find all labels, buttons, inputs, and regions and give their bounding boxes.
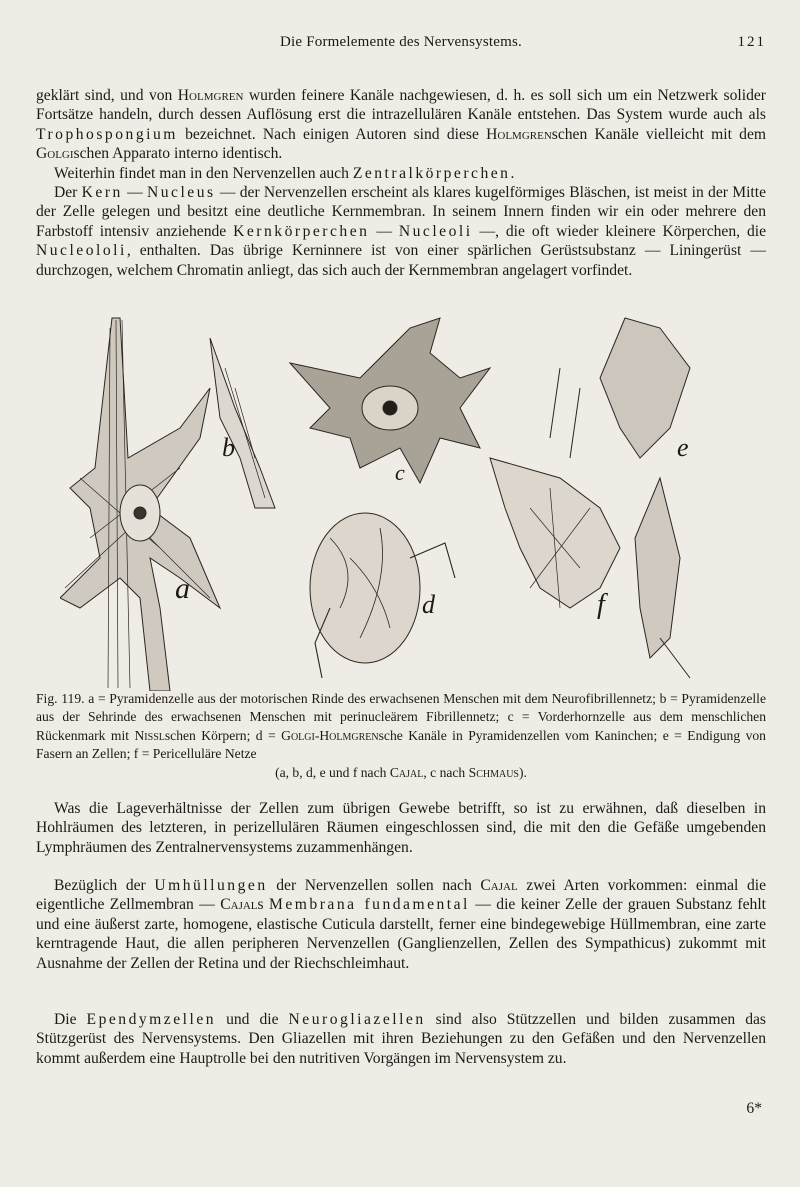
text: , enthalten. Das übrige Kerninnere ist von einer spärlichen Gerüstsubstanz — Liningerüst — durchzogen, welchem Chromatin anliegt, das sich auch der Kernmembran angelagert vorfindet.: [36, 242, 766, 279]
text: sche Kanäle in Pyramidenzellen vom Kaninchen; e = Endigung von Fasern an Zellen; f = Pericelluläre Netze: [36, 727, 766, 762]
text: Der: [54, 184, 82, 201]
text: ).: [519, 764, 527, 780]
figure-label-e: e: [677, 433, 689, 462]
text: — der Nervenzellen erscheint als klares kugelförmiges Bläschen, ist meist in der Mitte der Zelle gelegen und besitzt eine deutliche Kernmembran. In seinem Innern finden wir ein oder mehrere den Farbstoff intensiv anziehende: [36, 184, 767, 240]
text: zwei Arten vorkommen: einmal die eigentliche Zellmembran —: [36, 877, 766, 914]
cell-a-drawing: [60, 318, 220, 691]
text: wurden feinere Kanäle nachgewiesen, d. h. es soll sich um ein Netzwerk solider Fortsätze handeln, durch dessen Auflösung erst die intrazellulären Kanäle entstehen. Das System wurde auch als: [36, 87, 766, 124]
cell-e-f-drawing: [490, 318, 690, 678]
text: schen Kanäle vielleicht mit dem: [551, 125, 766, 143]
text: sind also Stützzellen und bilden zusammen das Stützgerüst des Nervensystems. Den Gliazellen mit ihren Beziehungen zu den Gefäßen und den Nervenzellen kommt außerdem eine Hauptrolle bei den nutritiven Vorgängen im Nervensystem zu.: [36, 1011, 766, 1067]
spaced-term: Ependymzellen: [86, 1011, 217, 1028]
text: —, die oft wieder kleinere Körperchen, die: [472, 222, 766, 240]
spaced-term: Nucleoli: [398, 222, 473, 240]
paragraph-4: [36, 799, 766, 857]
spaced-term: Kern: [81, 184, 123, 201]
text: schen Körpern; d =: [164, 727, 282, 743]
text: s: [257, 896, 269, 914]
spaced-term: Neurogliazellen: [288, 1011, 426, 1028]
text: —: [369, 222, 399, 240]
figure-label-b: b: [222, 433, 235, 462]
text: (a, b, d, e und f nach: [275, 764, 390, 780]
figure-label-a: a: [175, 572, 190, 605]
text: —: [122, 184, 147, 201]
cell-c-drawing: [290, 318, 490, 483]
spaced-term: Zentralkörperchen: [352, 165, 511, 182]
figure-label-f: f: [597, 589, 605, 620]
text: .: [510, 165, 515, 182]
author-name: Cajal: [480, 877, 518, 894]
text: geklärt sind, und von: [36, 87, 178, 104]
caption-credit-line: [36, 764, 766, 782]
paragraph-3: [36, 183, 766, 280]
text: Bezüglich der: [54, 877, 155, 894]
text: , c nach: [423, 764, 469, 780]
author-name: Golgi-Holmgren: [281, 727, 379, 743]
paragraph-5: [36, 876, 766, 973]
text: und die: [216, 1011, 289, 1028]
text: der Nervenzellen sollen nach: [267, 877, 481, 894]
spaced-term: Kernkörperchen: [233, 222, 370, 240]
figure-119-nerve-cells: [60, 308, 740, 691]
author-name: Golgi: [36, 145, 74, 163]
paragraph-1: [36, 86, 766, 164]
text: Was die Lageverhältnisse der Zellen zum übrigen Gewebe betrifft, so ist zu erwähnen, daß dieselben in Hohlräumen des letzteren, in perizellulären Räumen eingeschlossen sind, die mit den die Gefäße umgebenden Lymphräumen des Zentralnervensystems zuzammenhängen.: [36, 800, 766, 856]
text: bezeichnet. Nach einigen Autoren sind diese: [177, 125, 487, 143]
signature-mark: 6*: [746, 1100, 762, 1117]
author-name: Nissl: [134, 727, 165, 743]
spaced-term: Umhüllungen: [154, 877, 268, 894]
cell-b-drawing: [210, 338, 275, 508]
figure-caption: [36, 690, 766, 782]
text: Weiterhin findet man in den Nervenzellen auch: [54, 165, 353, 182]
page-number: 121: [737, 34, 766, 50]
author-name: Cajal: [389, 764, 424, 780]
author-name: Holmgren: [486, 125, 552, 143]
spaced-term: Nucleololi: [36, 242, 127, 260]
running-title: Die Formelemente des Nervensystems.: [280, 34, 522, 50]
spaced-term: Membrana fundamental: [269, 896, 470, 914]
spaced-term: Nucleus: [146, 184, 216, 201]
author-name: Schmaus: [468, 764, 519, 780]
paragraph-2: [36, 164, 766, 183]
author-name: Holmgren: [177, 87, 244, 104]
text: a = Pyramidenzelle aus der motorischen Rinde des erwachsenen Menschen mit dem Neurofibrillennetz; b = Pyramidenzelle aus der Sehrinde des erwachsenen Menschen mit perinucleärem Fibrillennetz; c = Vorderhornzelle aus dem menschlichen Rückenmark mit: [36, 691, 766, 743]
caption-figure-number: Fig. 119.: [36, 691, 85, 706]
paragraph-6: [36, 1010, 766, 1068]
figure-label-c: c: [395, 460, 405, 485]
text: schen Apparato interno identisch.: [73, 145, 283, 163]
text: Die: [54, 1011, 87, 1028]
author-name: Cajal: [220, 896, 258, 914]
running-header: [36, 34, 766, 58]
figure-label-d: d: [422, 590, 435, 619]
text: — die keiner Zelle der grauen Substanz fehlt und eine äußerst zarte, homogene, elastische Cuticula darstellt, ferner eine bindegewebige Hüllmembran, eine zarte kerntragende Haut, die allen peripheren Nervenzellen (Ganglienzellen, Zellen des Sympathicus) zukommt mit Ausnahme der Zellen der Retina und der Riechschleimhaut.: [36, 896, 766, 972]
spaced-term: Trophospongium: [36, 125, 178, 143]
